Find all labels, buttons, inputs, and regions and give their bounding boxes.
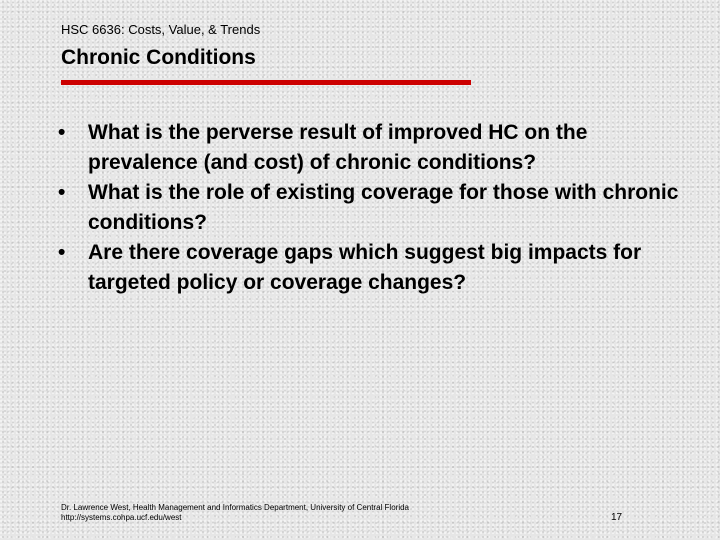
bullet-item (58, 118, 698, 178)
footer (61, 503, 409, 523)
course-title: HSC 6636: Costs, Value, & Trends (61, 22, 261, 37)
bullet-text: Are there coverage gaps which suggest big impacts for targeted policy or coverage changes? (88, 241, 642, 294)
bullet-item (58, 238, 698, 298)
bullet-icon: • (58, 181, 66, 204)
bullet-icon: • (58, 241, 66, 264)
footer-author: Dr. Lawrence West, Health Management and Informatics Department, University of Central Florida (61, 503, 409, 512)
footer-url: http://systems.cohpa.ucf.edu/west (61, 513, 182, 522)
slide-title: Chronic Conditions (61, 46, 256, 69)
bullet-list (58, 118, 698, 298)
bullet-icon: • (58, 121, 66, 144)
page-number: 17 (611, 512, 623, 523)
bullet-item (58, 178, 698, 238)
title-underline (61, 80, 471, 85)
bullet-text: What is the role of existing coverage for those with chronic conditions? (88, 181, 679, 234)
bullet-text: What is the perverse result of improved HC on the prevalence (and cost) of chronic conditions? (88, 121, 588, 174)
